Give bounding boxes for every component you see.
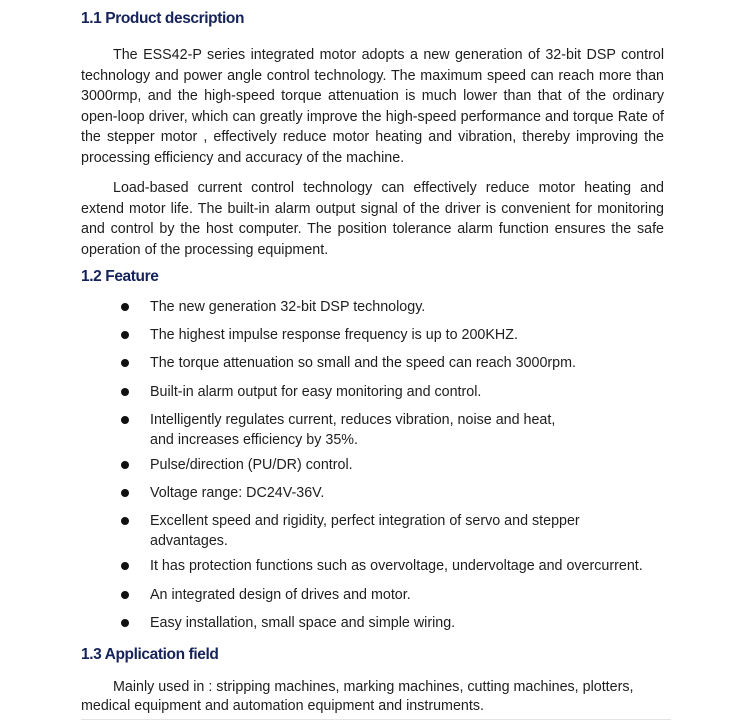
- feature-item: Voltage range: DC24V-36V.: [0, 483, 750, 503]
- feature-item: The highest impulse response frequency is up to 200KHZ.: [0, 325, 750, 345]
- feature-item: Excellent speed and rigidity, perfect integration of servo and stepper advantages.: [0, 511, 600, 551]
- bullet-icon: [121, 416, 129, 424]
- feature-list: [0, 297, 750, 633]
- feature-item: Easy installation, small space and simple wiring.: [0, 613, 750, 633]
- divider: [81, 719, 671, 720]
- bullet-icon: [121, 359, 129, 367]
- bullet-icon: [121, 591, 129, 599]
- feature-item: The torque attenuation so small and the speed can reach 3000rpm.: [0, 353, 750, 373]
- heading-product-description: 1.1 Product description: [81, 10, 245, 27]
- product-description-paragraph-2: Load-based current control technology can effectively reduce motor heating and extend motor life. The built-in alarm output signal of the driver is convenient for monitoring and control by the host computer. The position tolerance alarm function ensures the safe operation of the processing equipment.: [81, 180, 664, 258]
- heading-application-field: 1.3 Application field: [81, 646, 219, 663]
- bullet-icon: [121, 517, 129, 525]
- feature-item: Pulse/direction (PU/DR) control.: [0, 455, 750, 475]
- feature-item: It has protection functions such as overvoltage, undervoltage and overcurrent.: [0, 556, 750, 576]
- bullet-icon: [121, 388, 129, 396]
- product-description-paragraph-1: The ESS42-P series integrated motor adopts a new generation of 32-bit DSP control technology and power angle control technology. The maximum speed can reach more than 3000rmp, and the high-speed torque attenuation is much lower than that of the ordinary open-loop driver, which can greatly improve the high-speed performance and torque Rate of the stepper motor , effectively reduce motor heating and vibration, thereby improving the processing efficiency and accuracy of the machine.: [81, 47, 664, 166]
- feature-item: An integrated design of drives and motor.: [0, 585, 750, 605]
- heading-feature: 1.2 Feature: [81, 268, 159, 285]
- feature-item: Built-in alarm output for easy monitoring and control.: [0, 382, 750, 402]
- feature-item: Intelligently regulates current, reduces vibration, noise and heat, and increases efficiency by 35%.: [0, 410, 575, 450]
- application-paragraph: Mainly used in : stripping machines, marking machines, cutting machines, plotters, medical equipment and automation equipment and instruments.: [81, 679, 634, 714]
- bullet-icon: [121, 489, 129, 497]
- bullet-icon: [121, 461, 129, 469]
- bullet-icon: [121, 619, 129, 627]
- feature-item: The new generation 32-bit DSP technology.: [0, 297, 590, 317]
- bullet-icon: [121, 303, 129, 311]
- bullet-icon: [121, 331, 129, 339]
- bullet-icon: [121, 562, 129, 570]
